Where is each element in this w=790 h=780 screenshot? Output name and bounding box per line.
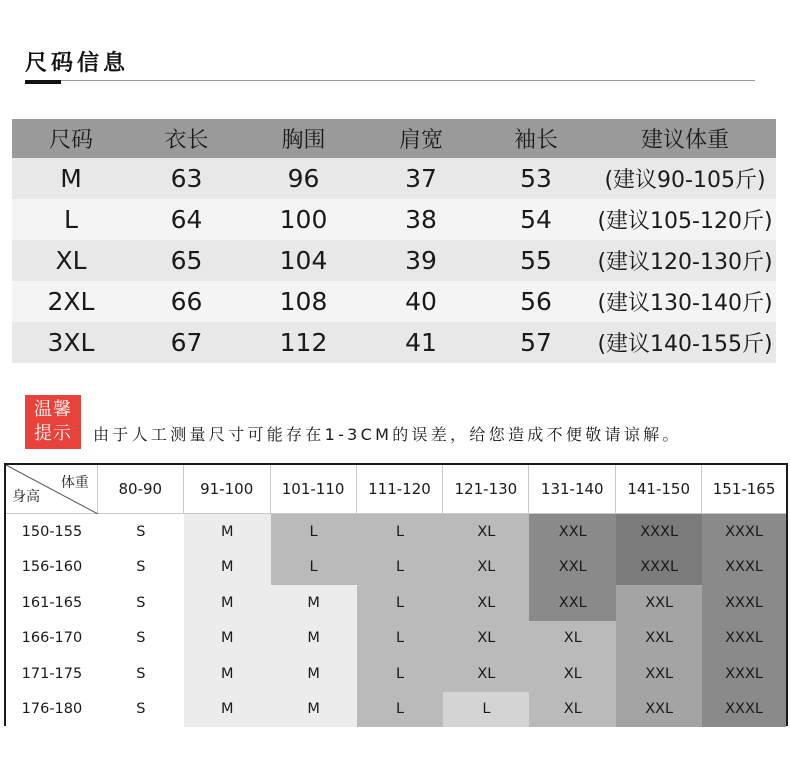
grid-header-row [6, 465, 786, 514]
grid-height-label: 171-175 [6, 656, 98, 692]
size-table-cell: M [60, 164, 82, 193]
grid-size-cell: XXXL [702, 550, 786, 586]
grid-size-cell: L [357, 692, 444, 728]
grid-size-cell: S [98, 621, 184, 657]
size-table-cell: 57 [520, 328, 552, 357]
size-table-cell: 112 [279, 328, 328, 357]
grid-size-cell: M [271, 692, 357, 728]
header-shoulder: 肩宽 [398, 128, 443, 153]
section-divider [25, 80, 755, 81]
grid-size-cell: S [98, 514, 184, 550]
grid-size-cell: L [357, 514, 444, 550]
grid-weight-header: 151-165 [702, 465, 786, 514]
size-table-cell: 53 [520, 164, 552, 193]
size-table-cell: (建议105-120斤) [597, 209, 773, 234]
size-table-row [12, 322, 776, 363]
size-table-cell: 38 [405, 205, 437, 234]
grid-row [6, 550, 786, 586]
grid-size-cell: L [357, 656, 444, 692]
size-info-table [12, 119, 776, 363]
grid-corner-cell [6, 465, 98, 514]
grid-size-cell: L [271, 514, 357, 550]
grid-size-cell: XXXL [616, 550, 702, 586]
grid-weight-header: 91-100 [184, 465, 271, 514]
header-size: 尺码 [48, 128, 93, 153]
size-table-cell: 96 [287, 164, 320, 193]
size-table-cell: 2XL [47, 287, 95, 316]
size-table-cell: 54 [520, 205, 552, 234]
section-title: 尺码信息 [25, 51, 130, 76]
grid-weight-header: 80-90 [98, 465, 184, 514]
grid-size-cell: M [184, 692, 271, 728]
header-chest: 胸围 [281, 128, 326, 153]
grid-size-cell: XL [443, 550, 529, 586]
grid-size-cell: XXL [529, 550, 616, 586]
grid-size-cell: M [271, 656, 357, 692]
grid-size-cell: L [357, 550, 444, 586]
grid-size-cell: XL [529, 621, 616, 657]
size-table-cell: 40 [405, 287, 437, 316]
size-table-cell: (建议120-130斤) [597, 250, 773, 275]
size-table-cell: L [64, 205, 78, 234]
grid-size-cell: L [357, 621, 444, 657]
size-table-cell: 55 [520, 246, 552, 275]
grid-size-cell: XXL [616, 656, 702, 692]
tip-text: 由于人工测量尺寸可能存在1-3CM的误差，给您造成不便敬请谅解。 [93, 425, 682, 444]
header-length: 衣长 [164, 128, 209, 153]
grid-size-cell: XXXL [702, 656, 786, 692]
grid-size-cell: L [443, 692, 529, 728]
corner-weight-label: 体重 [60, 475, 89, 491]
size-table-row [12, 240, 776, 281]
grid-weight-header: 121-130 [443, 465, 529, 514]
size-table-cell: 37 [405, 164, 437, 193]
tip-badge-line2: 提示 [34, 423, 72, 444]
grid-size-cell: M [184, 550, 271, 586]
grid-size-cell: XXL [529, 585, 616, 621]
size-table-cell: 41 [405, 328, 437, 357]
header-sleeve: 袖长 [513, 128, 558, 153]
size-table-cell: (建议130-140斤) [597, 291, 773, 316]
size-table-cell: 65 [170, 246, 203, 275]
grid-height-label: 176-180 [6, 692, 98, 728]
size-table-cell: (建议140-155斤) [597, 332, 773, 357]
size-table-cell: (建议90-105斤) [604, 168, 766, 193]
grid-height-label: 161-165 [6, 585, 98, 621]
grid-size-cell: XXL [616, 692, 702, 728]
grid-size-cell: S [98, 585, 184, 621]
grid-weight-header: 111-120 [357, 465, 444, 514]
tip-badge [25, 395, 81, 449]
grid-size-cell: XXXL [702, 621, 786, 657]
grid-size-cell: XXL [529, 514, 616, 550]
size-recommendation-grid [4, 463, 788, 726]
size-table-cell: 108 [279, 287, 328, 316]
grid-size-cell: M [184, 514, 271, 550]
grid-size-cell: L [271, 550, 357, 586]
grid-weight-header: 101-110 [271, 465, 357, 514]
grid-size-cell: XXXL [702, 692, 786, 728]
size-table-row [12, 158, 776, 199]
grid-row [6, 585, 786, 621]
size-table-cell: XL [55, 246, 87, 275]
grid-size-cell: S [98, 550, 184, 586]
grid-row [6, 514, 786, 550]
grid-size-cell: XL [529, 656, 616, 692]
grid-size-cell: XL [443, 514, 529, 550]
grid-size-cell: M [271, 585, 357, 621]
size-table-header [12, 119, 776, 158]
grid-row [6, 692, 786, 728]
grid-size-cell: M [184, 621, 271, 657]
corner-height-label: 身高 [12, 489, 40, 505]
size-table-cell: 104 [279, 246, 328, 275]
grid-size-cell: XXL [616, 621, 702, 657]
section-accent-bar [25, 80, 61, 84]
grid-size-cell: XXXL [616, 514, 702, 550]
size-table-row [12, 281, 776, 322]
size-table-row [12, 199, 776, 240]
size-table-cell: 100 [279, 205, 328, 234]
size-table-cell: 63 [170, 164, 203, 193]
grid-size-cell: XXXL [702, 585, 786, 621]
tip-badge-line1: 温馨 [34, 399, 72, 420]
grid-height-label: 156-160 [6, 550, 98, 586]
size-table-cell: 66 [170, 287, 203, 316]
grid-size-cell: S [98, 656, 184, 692]
size-table-cell: 67 [170, 328, 203, 357]
grid-height-label: 150-155 [6, 514, 98, 550]
grid-weight-header: 141-150 [616, 465, 702, 514]
size-table-cell: 39 [405, 246, 437, 275]
grid-size-cell: L [357, 585, 444, 621]
grid-size-cell: M [184, 656, 271, 692]
grid-weight-header: 131-140 [529, 465, 616, 514]
grid-size-cell: M [271, 621, 357, 657]
grid-height-label: 166-170 [6, 621, 98, 657]
grid-size-cell: S [98, 692, 184, 728]
size-table-cell: 56 [520, 287, 552, 316]
grid-size-cell: XL [443, 621, 529, 657]
grid-size-cell: XL [443, 585, 529, 621]
grid-row [6, 656, 786, 692]
grid-size-cell: XXL [616, 585, 702, 621]
size-table-cell: 3XL [47, 328, 95, 357]
grid-size-cell: XL [529, 692, 616, 728]
header-weight: 建议体重 [640, 128, 729, 153]
grid-row [6, 621, 786, 657]
grid-size-cell: XL [443, 656, 529, 692]
grid-size-cell: M [184, 585, 271, 621]
size-table-cell: 64 [170, 205, 203, 234]
grid-size-cell: XXXL [702, 514, 786, 550]
